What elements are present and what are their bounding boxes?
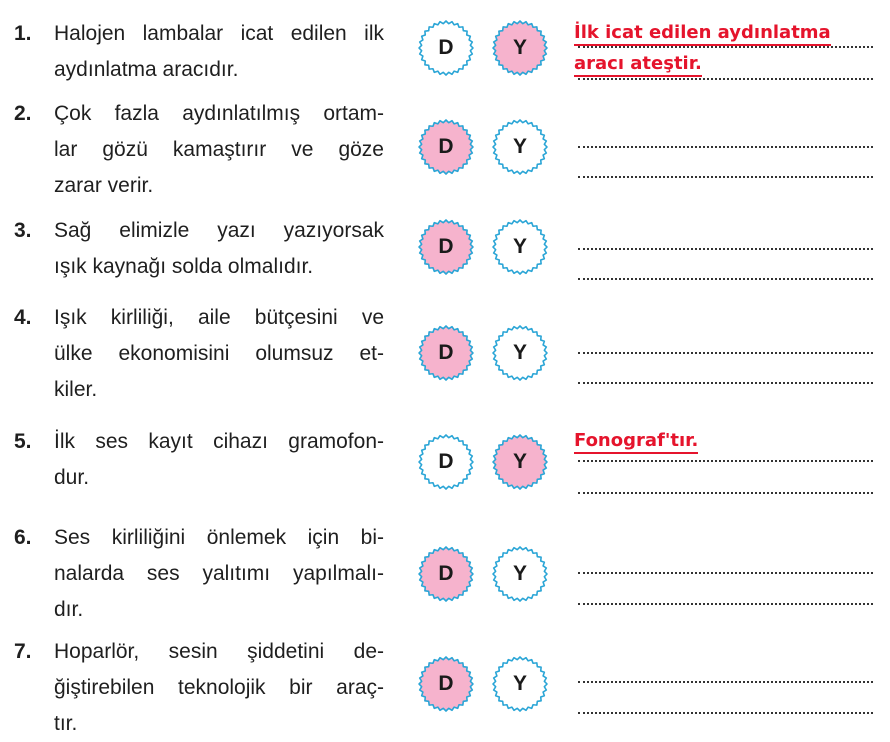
question-text	[54, 634, 384, 742]
true-option-button-label: D	[438, 672, 454, 695]
answer-line[interactable]	[578, 570, 873, 574]
question-line: Halojen lambalar icat edilen ilk	[54, 22, 384, 45]
question-line: ğiştirebilen teknolojik bir araç-	[54, 676, 384, 699]
false-option-button-label: Y	[512, 672, 527, 695]
question-line: ışık kaynağı solda olmalıdır.	[54, 255, 314, 278]
question-text	[54, 96, 384, 204]
true-option-button-label: D	[438, 135, 454, 158]
question-line: zarar verir.	[54, 174, 154, 197]
question-text	[54, 300, 384, 408]
false-option-button[interactable]	[491, 118, 549, 176]
question-number: 2.	[14, 102, 32, 125]
question-text	[54, 16, 384, 88]
false-option-button[interactable]	[491, 324, 549, 382]
handwritten-correction: Fonograf'tır.	[574, 430, 698, 454]
true-option-button-label: D	[438, 562, 454, 585]
true-option-button[interactable]	[417, 324, 475, 382]
false-option-button-label: Y	[512, 36, 527, 59]
false-option-button-label: Y	[512, 135, 527, 158]
question-line: dur.	[54, 466, 90, 489]
question-line: Işık kirliliği, aile bütçesini ve	[54, 306, 384, 329]
answer-line[interactable]	[578, 174, 873, 178]
question-number: 4.	[14, 306, 32, 329]
question-text	[54, 213, 384, 285]
true-option-button[interactable]	[417, 545, 475, 603]
true-option-button[interactable]	[417, 655, 475, 713]
question-line: tır.	[54, 712, 78, 735]
answer-line[interactable]	[578, 679, 873, 683]
question-number: 6.	[14, 526, 32, 549]
question-line: Sağ elimizle yazı yazıyorsak	[54, 219, 384, 242]
question-text	[54, 424, 384, 496]
true-option-button-label: D	[438, 341, 454, 364]
true-option-button[interactable]	[417, 118, 475, 176]
handwritten-correction: İlk icat edilen aydınlatma	[574, 22, 831, 46]
true-option-button[interactable]	[417, 218, 475, 276]
false-option-button[interactable]	[491, 545, 549, 603]
answer-line[interactable]	[578, 380, 873, 384]
question-text	[54, 520, 384, 628]
true-option-button-label: D	[438, 235, 454, 258]
question-number: 7.	[14, 640, 32, 663]
question-line: aydınlatma aracıdır.	[54, 58, 239, 81]
question-line: Hoparlör, sesin şiddetini de-	[54, 640, 384, 663]
question-line: ülke ekonomisini olumsuz et-	[54, 342, 384, 365]
false-option-button[interactable]	[491, 19, 549, 77]
answer-line[interactable]	[578, 276, 873, 280]
false-option-button-label: Y	[512, 562, 527, 585]
question-number: 3.	[14, 219, 32, 242]
true-option-button-label: D	[438, 450, 454, 473]
false-option-button[interactable]	[491, 218, 549, 276]
question-line: nalarda ses yalıtımı yapılmalı-	[54, 562, 384, 585]
false-option-button[interactable]	[491, 655, 549, 713]
true-option-button[interactable]	[417, 19, 475, 77]
answer-line[interactable]	[578, 144, 873, 148]
true-option-button[interactable]	[417, 433, 475, 491]
answer-line[interactable]	[578, 601, 873, 605]
handwritten-correction: aracı ateştir.	[574, 53, 702, 77]
question-line: lar gözü kamaştırır ve göze	[54, 138, 384, 161]
answer-line[interactable]	[578, 246, 873, 250]
false-option-button-label: Y	[512, 341, 527, 364]
true-option-button-label: D	[438, 36, 454, 59]
question-line: Ses kirliliğini önlemek için bi-	[54, 526, 384, 549]
false-option-button-label: Y	[512, 450, 527, 473]
question-number: 5.	[14, 430, 32, 453]
question-number: 1.	[14, 22, 32, 45]
question-line: kiler.	[54, 378, 98, 401]
question-line: Çok fazla aydınlatılmış ortam-	[54, 102, 384, 125]
question-line: İlk ses kayıt cihazı gramofon-	[54, 430, 384, 453]
answer-line[interactable]	[578, 458, 873, 462]
false-option-button[interactable]	[491, 433, 549, 491]
false-option-button-label: Y	[512, 235, 527, 258]
answer-line[interactable]	[578, 710, 873, 714]
question-line: dır.	[54, 598, 84, 621]
answer-line[interactable]	[578, 490, 873, 494]
answer-line[interactable]	[578, 350, 873, 354]
